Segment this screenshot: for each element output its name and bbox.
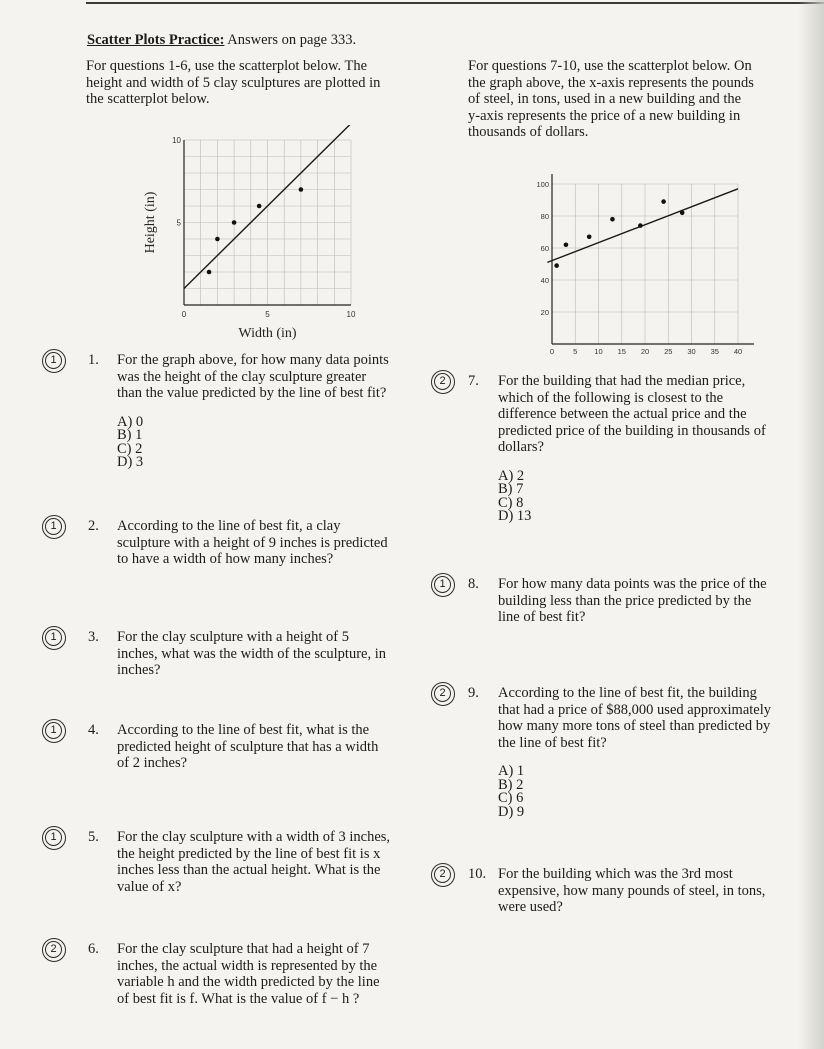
question-line: building less than the price predicted by the <box>498 592 752 609</box>
answer-choice: A) 2 <box>498 467 525 484</box>
page-top-rule <box>86 2 824 4</box>
data-point <box>587 235 592 240</box>
y-tick-label: 5 <box>176 218 181 228</box>
answer-choice: D) 9 <box>498 803 525 820</box>
intro-right-line: the graph above, the x-axis represents the pounds <box>468 74 754 91</box>
best-fit-line <box>547 189 738 263</box>
intro-left-line: the scatterplot below. <box>86 91 210 107</box>
worksheet-subtitle: Answers on page 333. <box>227 32 357 48</box>
question-line: According to the line of best fit, the building <box>498 685 757 701</box>
question-number: 8. <box>468 576 479 592</box>
question-number: 1. <box>88 352 99 368</box>
question-text <box>117 941 428 1007</box>
x-tick-label: 35 <box>710 347 719 356</box>
data-point <box>680 211 685 216</box>
question-line: For the clay sculpture with a height of 5 <box>117 629 349 645</box>
x-tick-label: 5 <box>573 347 578 356</box>
question-line: For the clay sculpture with a width of 3 inches, <box>117 829 391 845</box>
scatter-chart-sculptures <box>130 125 370 350</box>
data-point <box>661 199 666 204</box>
question-line: the line of best fit? <box>498 734 607 751</box>
points-value: 1 <box>45 352 62 369</box>
answer-choice: B) 2 <box>498 776 524 793</box>
points-badge <box>431 370 455 394</box>
question-text <box>498 866 798 916</box>
y-tick-label: 80 <box>540 212 549 221</box>
answer-choice: B) 7 <box>498 481 524 497</box>
points-value: 1 <box>45 629 62 646</box>
points-value: 2 <box>434 866 451 883</box>
answer-choice: D) 3 <box>117 454 144 470</box>
question-line: were used? <box>498 899 563 915</box>
intro-left-line: For questions 1-6, use the scatterplot below. The <box>86 58 368 74</box>
worksheet-heading <box>87 32 356 49</box>
x-tick-label: 10 <box>346 310 356 319</box>
y-tick-label: 100 <box>536 180 549 189</box>
x-tick-label: 30 <box>687 347 696 356</box>
y-tick-label: 40 <box>540 276 549 285</box>
data-point <box>564 243 569 248</box>
question-number: 3. <box>88 629 99 645</box>
x-tick-label: 0 <box>181 310 187 319</box>
intro-right <box>468 58 808 141</box>
question-line: that had a price of $88,000 used approximately <box>498 701 772 718</box>
question-line: For the clay sculpture that had a height of 7 <box>117 941 370 957</box>
data-point <box>638 223 643 228</box>
question-line: For how many data points was the price of the <box>498 576 767 592</box>
question-line: inches, what was the width of the sculpture, in <box>117 645 386 662</box>
points-badge <box>431 573 455 597</box>
question-line: dollars? <box>498 439 544 455</box>
data-point <box>299 187 304 192</box>
answer-choice: A) 0 <box>117 413 144 430</box>
question-number: 9. <box>468 685 479 701</box>
question-number: 7. <box>468 373 479 389</box>
x-tick-label: 15 <box>617 347 626 356</box>
question-line: of 2 inches? <box>117 755 188 771</box>
answer-choice: B) 1 <box>117 427 143 443</box>
points-badge <box>431 863 455 887</box>
y-tick-label: 20 <box>540 308 549 317</box>
intro-right-line: y-axis represents the price of a new building in <box>468 107 741 124</box>
points-value: 2 <box>45 941 62 958</box>
worksheet-title: Scatter Plots Practice: <box>87 32 225 48</box>
question-line: variable h and the width predicted by the line <box>117 974 380 990</box>
points-badge <box>42 626 66 650</box>
question-number: 5. <box>88 829 99 845</box>
data-point <box>207 270 212 275</box>
intro-right-line: of steel, in tons, used in a new building and the <box>468 91 742 107</box>
question-number: 4. <box>88 722 99 738</box>
answer-choice: D) 13 <box>498 508 532 524</box>
question-text <box>498 685 798 751</box>
question-line: which of the following is closest to the <box>498 389 724 406</box>
question-text <box>117 829 428 895</box>
x-tick-label: 0 <box>549 347 555 356</box>
question-line: how many more tons of steel than predicted by <box>498 718 771 734</box>
question-line: predicted price of the building in thousands of <box>498 422 766 439</box>
points-badge <box>42 826 66 850</box>
question-line: line of best fit? <box>498 609 586 625</box>
intro-right-line: For questions 7-10, use the scatterplot below. On <box>468 58 752 74</box>
question-text <box>117 629 428 679</box>
answer-choice: C) 8 <box>498 494 524 511</box>
points-value: 1 <box>434 576 451 593</box>
question-text <box>498 576 798 626</box>
question-line: For the building which was the 3rd most <box>498 866 733 882</box>
intro-left-line: height and width of 5 clay sculptures are plotted in <box>86 74 381 91</box>
question-line: sculpture with a height of 9 inches is predicted <box>117 534 388 551</box>
question-text <box>117 518 428 568</box>
question-text <box>117 722 428 772</box>
points-badge <box>431 682 455 706</box>
question-text <box>117 352 428 402</box>
x-tick-label: 5 <box>265 310 270 319</box>
intro-right-line: thousands of dollars. <box>468 124 589 140</box>
question-line: According to the line of best fit, what is the <box>117 722 370 738</box>
x-tick-label: 20 <box>640 347 650 356</box>
question-line: inches, the actual width is represented by the <box>117 957 378 974</box>
answer-choices <box>498 765 524 819</box>
question-number: 6. <box>88 941 99 957</box>
question-line: inches? <box>117 662 161 678</box>
data-point <box>554 263 559 268</box>
page-edge-shadow <box>798 0 824 1049</box>
y-tick-label: 10 <box>172 136 181 145</box>
question-line: inches less than the actual height. What is the <box>117 862 381 878</box>
answer-choices <box>117 413 144 470</box>
question-line: than the value predicted by the line of best fit? <box>117 385 387 401</box>
question-line: For the graph above, for how many data points <box>117 352 389 368</box>
x-tick-label: 40 <box>733 347 743 356</box>
data-point <box>610 217 615 222</box>
points-badge <box>42 349 66 373</box>
points-value: 1 <box>45 829 62 846</box>
data-point <box>257 204 262 209</box>
data-point <box>232 220 237 225</box>
points-value: 1 <box>45 518 62 535</box>
question-line: to have a width of how many inches? <box>117 551 334 567</box>
question-number: 2. <box>88 518 99 534</box>
question-line: the height predicted by the line of best fit is x <box>117 845 381 862</box>
data-point <box>215 237 220 242</box>
points-value: 1 <box>45 722 62 739</box>
question-line: value of x? <box>117 878 182 895</box>
question-line: was the height of the clay sculpture greater <box>117 368 367 385</box>
question-line: predicted height of sculpture that has a width <box>117 738 379 755</box>
answer-choice: A) 1 <box>498 763 525 779</box>
intro-left <box>86 58 426 108</box>
points-value: 2 <box>434 373 451 390</box>
x-axis-label: Width (in) <box>238 326 297 341</box>
question-text <box>498 373 798 456</box>
answer-choice: C) 6 <box>498 790 524 806</box>
scatter-chart-buildings <box>522 168 762 360</box>
y-axis-label: Height (in) <box>143 191 158 254</box>
question-line: difference between the actual price and the <box>498 406 747 422</box>
question-line: According to the line of best fit, a clay <box>117 518 341 534</box>
points-badge <box>42 938 66 962</box>
points-badge <box>42 719 66 743</box>
question-number: 10. <box>468 866 487 882</box>
points-value: 2 <box>434 685 451 702</box>
question-line: expensive, how many pounds of steel, in tons, <box>498 882 766 899</box>
y-tick-label: 60 <box>540 244 549 253</box>
x-tick-label: 25 <box>664 347 673 356</box>
answer-choices <box>498 467 532 524</box>
x-tick-label: 10 <box>594 347 603 356</box>
points-badge <box>42 515 66 539</box>
answer-choice: C) 2 <box>117 440 143 457</box>
question-line: For the building that had the median price, <box>498 373 746 389</box>
question-line: of best fit is f. What is the value of f − h ? <box>117 990 360 1007</box>
